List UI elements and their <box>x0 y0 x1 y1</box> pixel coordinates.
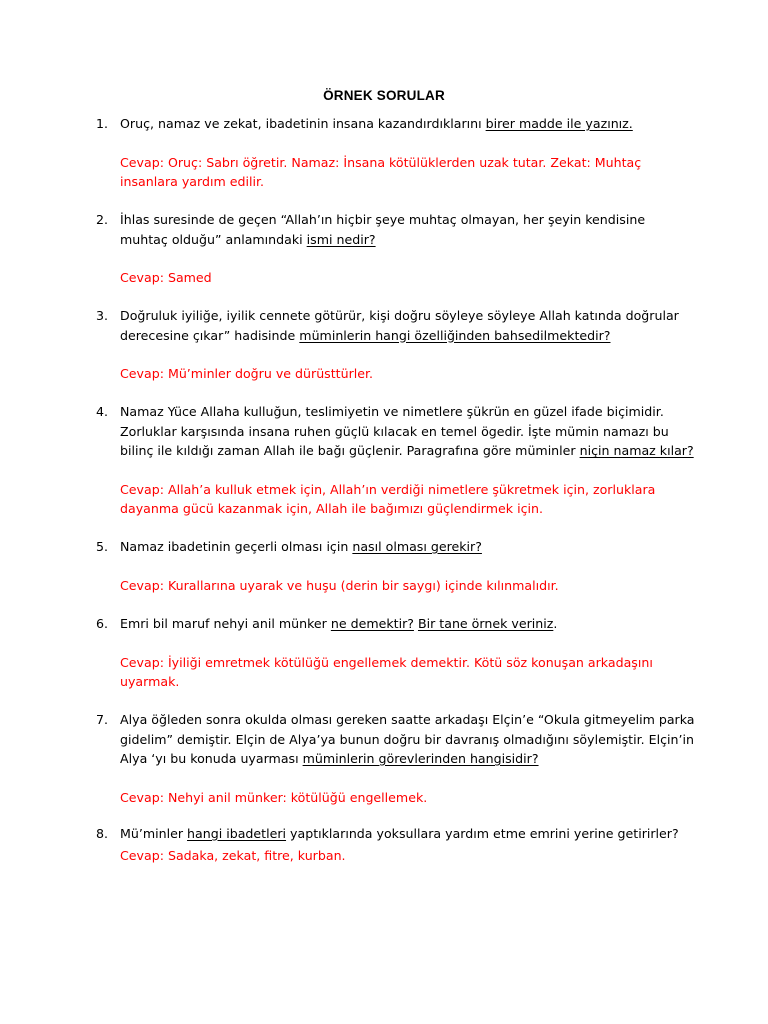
question-number: 3. <box>96 308 109 323</box>
answer-text: Cevap: Mü’minler doğru ve dürüsttürler. <box>120 366 374 381</box>
answer-text: Cevap: Samed <box>120 270 212 285</box>
qa-item-5 <box>96 537 696 595</box>
question-text: Doğruluk iyiliğe, iyilik cennete götürür, kişi doğru söyleye söyleye Allah katında doğrular derecesine çıkar” hadisinde <box>120 308 679 343</box>
question-text: Namaz ibadetinin geçerli olması için <box>120 539 353 554</box>
question-text: Mü’minler <box>120 826 188 841</box>
question-underlined-text: ismi nedir? <box>306 231 376 247</box>
question <box>96 710 696 769</box>
question <box>96 824 696 844</box>
question-underlined-text: ne demektir? <box>330 616 414 631</box>
qa-item-1 <box>96 114 696 192</box>
question-text-end: yaptıklarında yoksullara yardım etme emrini yerine getirirler? <box>286 826 679 841</box>
question-text-end: . <box>553 616 558 631</box>
qa-item-2 <box>96 210 696 288</box>
answer-text: Cevap: Nehyi anil münker: kötülüğü engellemek. <box>120 789 428 805</box>
answer-text: Cevap: Allah’a kulluk etmek için, Allah’ın verdiği nimetlere şükretmek için, zorluklara dayanma gücü kazanmak için, Allah ile bağımızı güçlendirmek için. <box>120 481 656 516</box>
question-number: 1. <box>96 116 109 131</box>
question-number: 5. <box>96 539 109 554</box>
qa-item-4 <box>96 402 696 519</box>
question-underlined-text: niçin namaz kılar? <box>579 443 694 458</box>
question <box>96 537 696 557</box>
question <box>96 614 696 634</box>
question-text: Oruç, namaz ve zekat, ibadetinin insana kazandırdıklarını <box>120 116 486 131</box>
question-underlined-text: Bir tane örnek veriniz <box>417 616 554 631</box>
question-number: 7. <box>96 712 109 727</box>
question-number: 8. <box>96 826 109 841</box>
question <box>96 306 696 345</box>
question-text: İhlas suresinde de geçen “Allah’ın hiçbir şeye muhtaç olmayan, her şeyin kendisine muhtaç olduğu” anlamındaki <box>120 212 646 247</box>
answer-text: Cevap: İyiliği emretmek kötülüğü engellemek demektir. Kötü söz konuşan arkadaşını uyarmak. <box>120 654 653 689</box>
question-underlined-text: birer madde ile yazınız. <box>485 116 633 131</box>
question-text: Namaz Yüce Allaha kulluğun, teslimiyetin ve nimetlere şükrün en güzel ifade biçimidir. Zorluklar karşısında insana ruhen güçlü kılacak en temel ögedir. İşte mümin namazı bu bilinç ile kıldığı zaman Allah ile bağı güçlenir. Paragrafına göre müminler <box>120 404 669 458</box>
qa-item-6 <box>96 614 696 692</box>
question-underlined-text: müminlerin hangi özelliğinden bahsedilmektedir? <box>299 327 611 343</box>
answer-text: Cevap: Sadaka, zekat, fitre, kurban. <box>120 847 346 863</box>
question <box>96 402 696 461</box>
qa-item-7 <box>96 710 696 807</box>
question-text: Alya öğleden sonra okulda olması gereken saatte arkadaşı Elçin’e “Okula gitmeyelim parka gidelim” demiştir. Elçin de Alya’ya bunun doğru bir davranış olmadığını söylemiştir. Elçin’in Alya ‘yı bu konuda uyarması <box>120 712 695 766</box>
qa-item-8 <box>96 824 696 865</box>
question-underlined-text: hangi ibadetleri <box>187 826 287 841</box>
answer-text: Cevap: Oruç: Sabrı öğretir. Namaz: İnsana kötülüklerden uzak tutar. Zekat: Muhtaç insanlara yardım edilir. <box>120 154 642 189</box>
question-underlined-text: nasıl olması gerekir? <box>352 539 482 554</box>
question-number: 2. <box>96 212 109 227</box>
question-text: Emri bil maruf nehyi anil münker <box>120 616 331 631</box>
answer-text: Cevap: Kurallarına uyarak ve huşu (derin bir saygı) içinde kılınmalıdır. <box>120 577 559 593</box>
question-number: 4. <box>96 404 109 419</box>
qa-item-3 <box>96 306 696 384</box>
question <box>96 114 696 134</box>
question-number: 6. <box>96 616 109 631</box>
question-underlined-text: müminlerin görevlerinden hangisidir? <box>302 751 539 766</box>
page-title: ÖRNEK SORULAR <box>323 88 445 103</box>
question <box>96 210 696 249</box>
